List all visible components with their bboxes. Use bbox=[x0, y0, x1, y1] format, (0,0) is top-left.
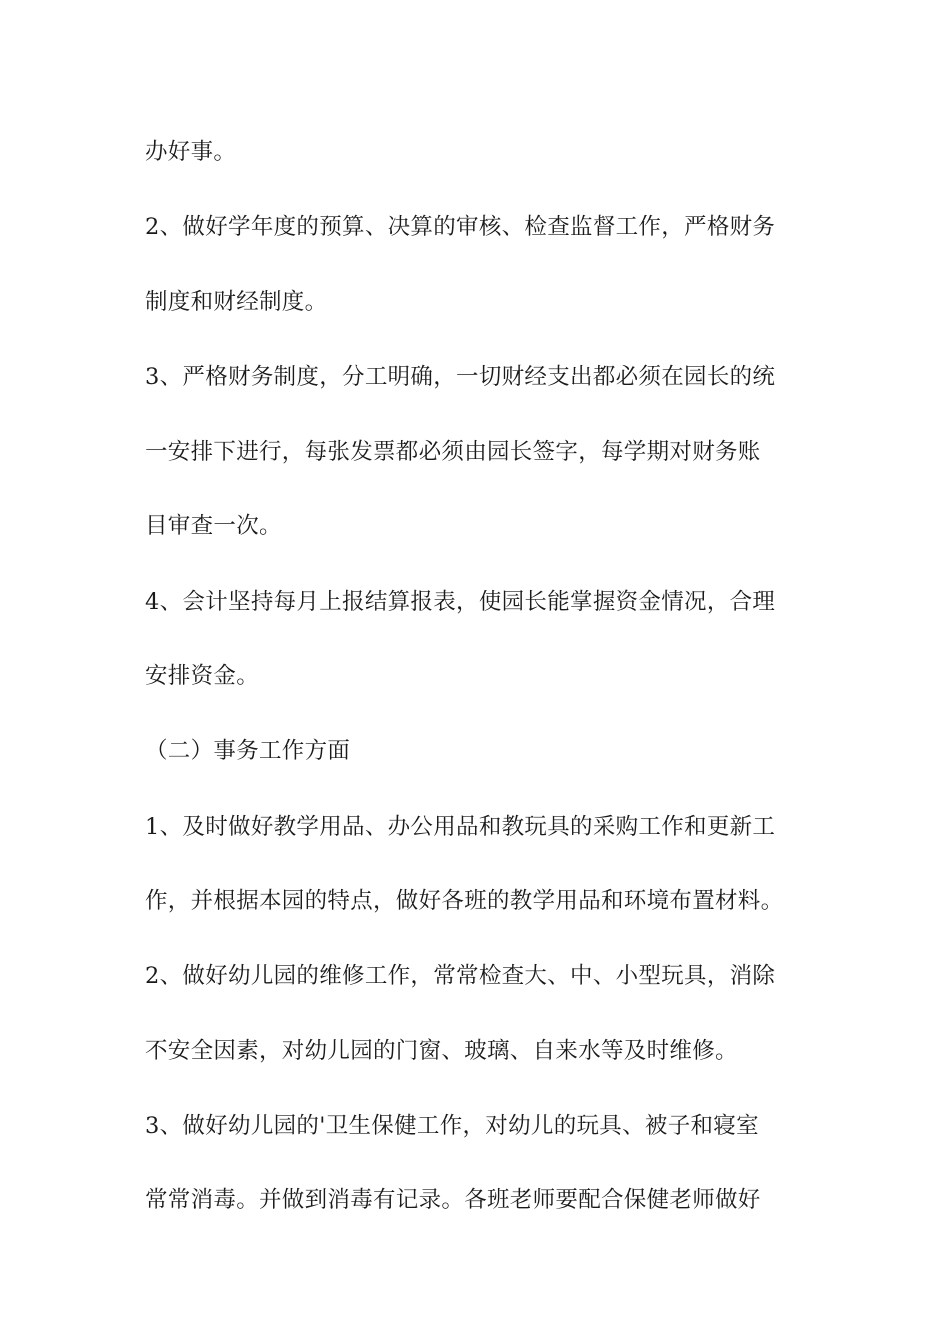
text-line-4: 3、严格财务制度，分工明确，一切财经支出都必须在园长的统 bbox=[145, 364, 776, 390]
text-line-11: 作，并根据本园的特点，做好各班的教学用品和环境布置材料。 bbox=[145, 888, 784, 914]
text-line-10: 1、及时做好教学用品、办公用品和教玩具的采购工作和更新工 bbox=[145, 814, 776, 840]
text-line-5: 一安排下进行，每张发票都必须由园长签字，每学期对财务账 bbox=[145, 439, 761, 465]
text-line-6: 目审查一次。 bbox=[145, 513, 282, 539]
text-line-3: 制度和财经制度。 bbox=[145, 289, 328, 315]
text-line-12: 2、做好幼儿园的维修工作，常常检查大、中、小型玩具，消除 bbox=[145, 963, 776, 989]
text-line-8: 安排资金。 bbox=[145, 663, 260, 689]
text-line-13: 不安全因素，对幼儿园的门窗、玻璃、自来水等及时维修。 bbox=[145, 1038, 738, 1064]
text-line-14: 3、做好幼儿园的'卫生保健工作，对幼儿的玩具、被子和寝室 bbox=[145, 1113, 759, 1139]
text-line-15: 常常消毒。并做到消毒有记录。各班老师要配合保健老师做好 bbox=[145, 1187, 761, 1213]
text-line-1: 办好事。 bbox=[145, 139, 237, 165]
text-line-2: 2、做好学年度的预算、决算的审核、检查监督工作，严格财务 bbox=[145, 214, 776, 240]
text-line-7: 4、会计坚持每月上报结算报表，使园长能掌握资金情况，合理 bbox=[145, 589, 776, 615]
section-heading: （二）事务工作方面 bbox=[145, 738, 351, 764]
